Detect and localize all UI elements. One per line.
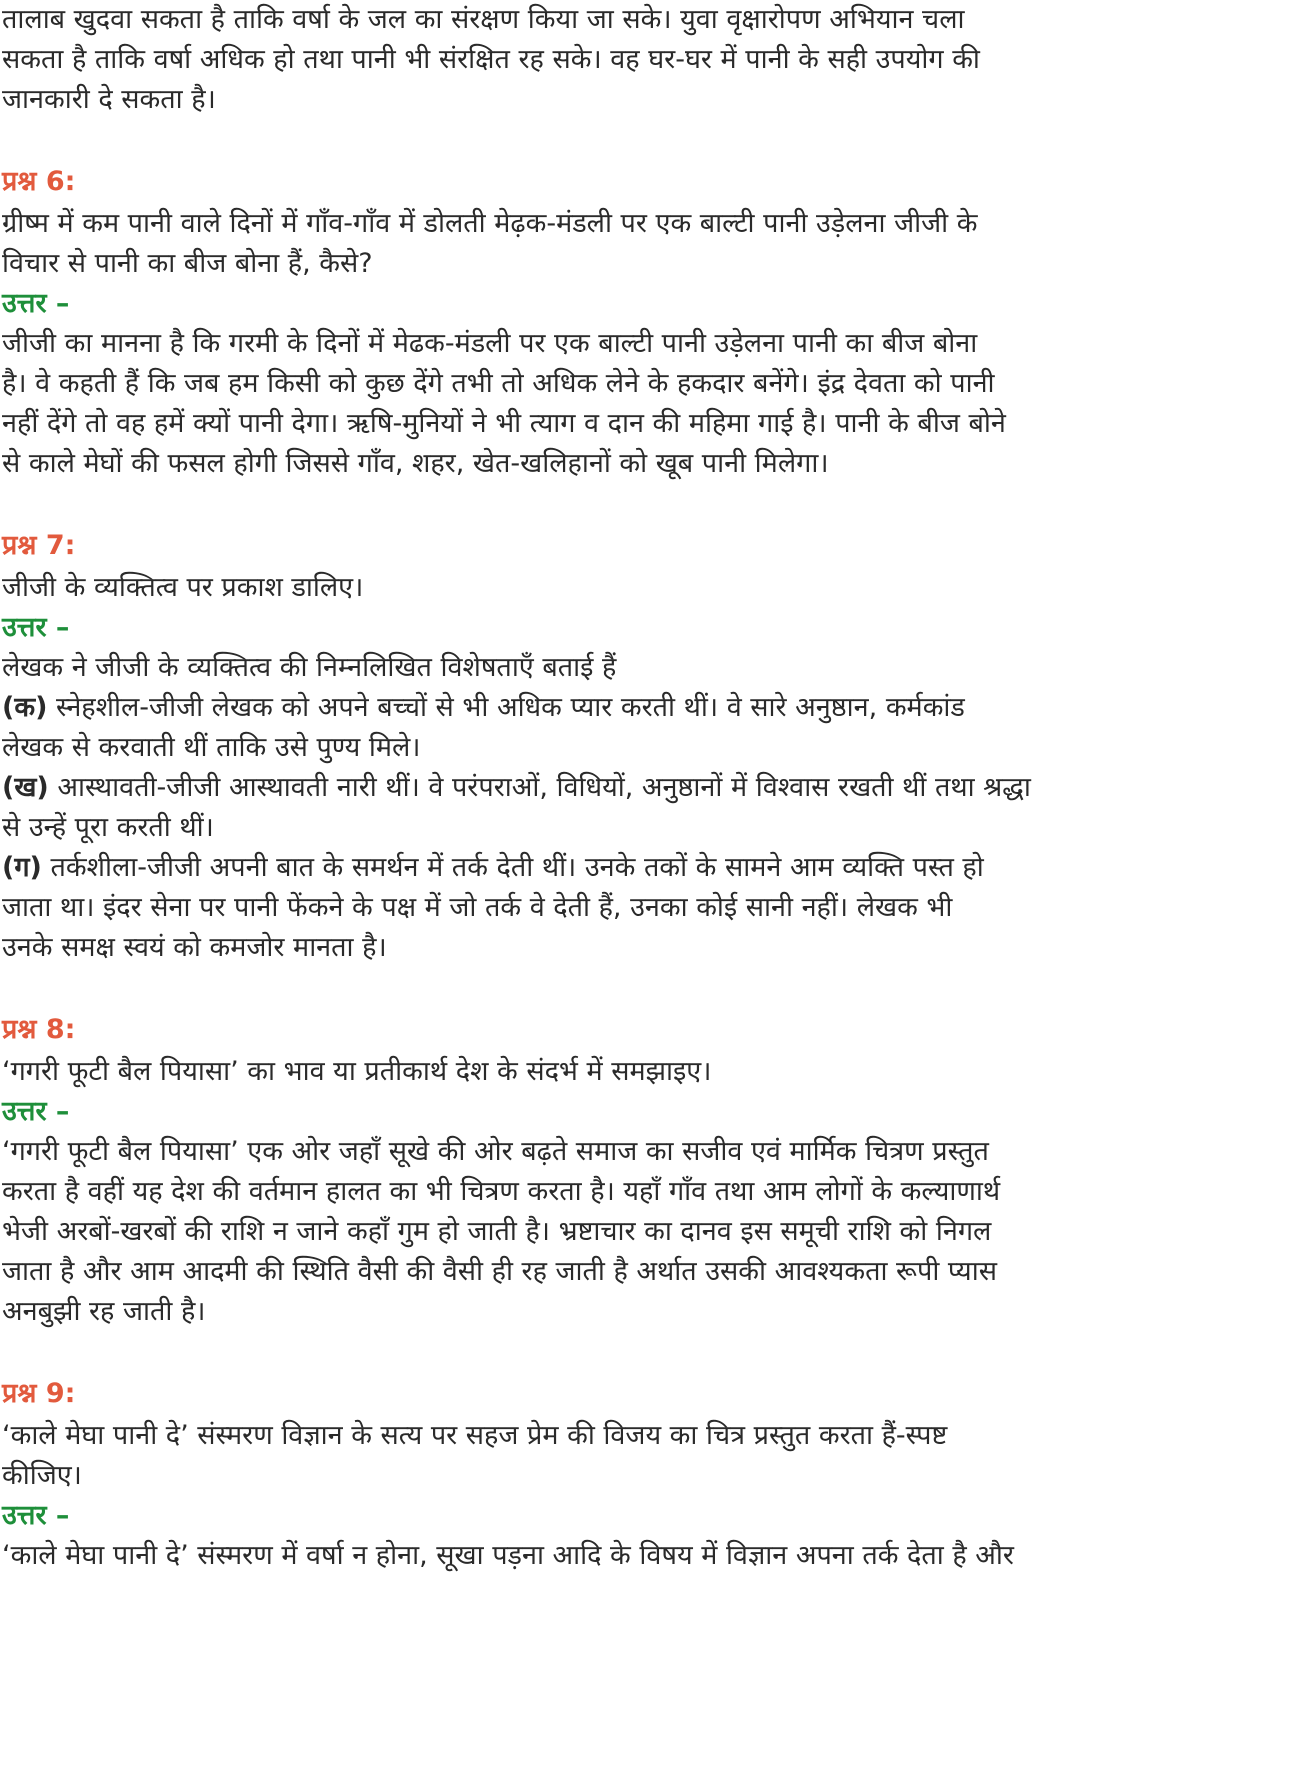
- answer-7-item-ka: [2, 688, 1299, 728]
- answer-9-text: ‘काले मेघा पानी दे’ संस्मरण में वर्षा न होना, सूखा पड़ना आदि के विषय में विज्ञान अपना तर्क देता है और: [2, 1540, 1014, 1571]
- answer-7-item-ga: [2, 848, 1299, 888]
- answer-8-text: भेजी अरबों-खरबों की राशि न जाने कहाँ गुम हो जाती है। भ्रष्टाचार का दानव इस समूची राशि को निगल: [2, 1216, 992, 1247]
- question-9-text: ‘काले मेघा पानी दे’ संस्मरण विज्ञान के सत्य पर सहज प्रेम की विजय का चित्र प्रस्तुत करता हैं-स्पष्ट: [2, 1420, 948, 1451]
- question-9-label: प्रश्न 9:: [2, 1378, 76, 1409]
- item-text: स्नेहशील-जीजी लेखक को अपने बच्चों से भी अधिक प्यार करती थीं। वे सारे अनुष्ठान, कर्मकांड: [47, 692, 965, 723]
- answer-6-text: से काले मेघों की फसल होगी जिससे गाँव, शहर, खेत-खलिहानों को खूब पानी मिलेगा।: [2, 448, 829, 479]
- question-7-text: जीजी के व्यक्तित्व पर प्रकाश डालिए।: [2, 572, 364, 603]
- item-text: आस्थावती-जीजी आस्थावती नारी थीं। वे परंपराओं, विधियों, अनुष्ठानों में विश्वास रखती थीं तथा श्रद्धा: [48, 772, 1031, 803]
- answer-8-text: अनबुझी रह जाती है।: [2, 1296, 206, 1327]
- intro-line: जानकारी दे सकता है।: [2, 84, 216, 115]
- answer-7-item-ga-cont: जाता था। इंदर सेना पर पानी फेंकने के पक्ष में जो तर्क वे देती हैं, उनका कोई सानी नहीं। लेखक भी: [2, 892, 953, 923]
- answer-7-intro: लेखक ने जीजी के व्यक्तित्व की निम्नलिखित विशेषताएँ बताई हैं: [2, 652, 617, 683]
- question-8-section: [2, 1008, 1299, 1332]
- answer-6-label: उत्तर –: [2, 288, 70, 319]
- question-7-section: [2, 524, 1299, 968]
- question-6-section: [2, 160, 1299, 484]
- answer-7-item-ka-cont: लेखक से करवाती थीं ताकि उसे पुण्य मिले।: [2, 732, 421, 763]
- intro-line: सकता है ताकि वर्षा अधिक हो तथा पानी भी संरक्षित रह सके। वह घर-घर में पानी के सही उपयोग की: [2, 44, 980, 75]
- question-8-text: ‘गगरी फूटी बैल पियासा’ का भाव या प्रतीकार्थ देश के संदर्भ में समझाइए।: [2, 1056, 712, 1087]
- answer-6-text: है। वे कहती हैं कि जब हम किसी को कुछ देंगे तभी तो अधिक लेने के हकदार बनेंगे। इंद्र देवता को पानी: [2, 368, 995, 399]
- answer-9-label: उत्तर –: [2, 1500, 70, 1531]
- item-prefix: (क): [2, 692, 48, 723]
- answer-8-text: जाता है और आम आदमी की स्थिति वैसी की वैसी ही रह जाती है अर्थात उसकी आवश्यकता रूपी प्यास: [2, 1256, 997, 1287]
- item-prefix: (ख): [2, 772, 49, 803]
- answer-7-label: उत्तर –: [2, 612, 70, 643]
- answer-8-text: करता है वहीं यह देश की वर्तमान हालत का भी चित्रण करता है। यहाँ गाँव तथा आम लोगों के कल्याणार्थ: [2, 1176, 1001, 1207]
- question-6-text: विचार से पानी का बीज बोना हैं, कैसे?: [2, 248, 373, 279]
- question-9-section: [2, 1372, 1299, 1576]
- question-9-text: कीजिए।: [2, 1460, 82, 1491]
- answer-8-text: ‘गगरी फूटी बैल पियासा’ एक ओर जहाँ सूखे की ओर बढ़ते समाज का सजीव एवं मार्मिक चित्रण प्रस्तुत: [2, 1136, 989, 1167]
- intro-line: तालाब खुदवा सकता है ताकि वर्षा के जल का संरक्षण किया जा सके। युवा वृक्षारोपण अभियान चला: [2, 4, 965, 35]
- answer-7-item-kha-cont: से उन्हें पूरा करती थीं।: [2, 812, 214, 843]
- answer-7-item-ga-cont: उनके समक्ष स्वयं को कमजोर मानता है।: [2, 932, 387, 963]
- question-6-text: ग्रीष्म में कम पानी वाले दिनों में गाँव-गाँव में डोलती मेढ़क-मंडली पर एक बाल्टी पानी उड़ेलना जीजी के: [2, 208, 978, 239]
- answer-8-label: उत्तर –: [2, 1096, 70, 1127]
- answer-7-item-kha: [2, 768, 1299, 808]
- intro-paragraph: [2, 0, 1299, 120]
- answer-6-text: नहीं देंगे तो वह हमें क्यों पानी देगा। ऋषि-मुनियों ने भी त्याग व दान की महिमा गाई है। पानी के बीज बोने: [2, 408, 1006, 439]
- item-prefix: (ग): [2, 852, 42, 883]
- answer-6-text: जीजी का मानना है कि गरमी के दिनों में मेढक-मंडली पर एक बाल्टी पानी उड़ेलना पानी का बीज बोना: [2, 328, 978, 359]
- question-6-label: प्रश्न 6:: [2, 166, 76, 197]
- question-8-label: प्रश्न 8:: [2, 1014, 76, 1045]
- item-text: तर्कशीला-जीजी अपनी बात के समर्थन में तर्क देती थीं। उनके तकों के सामने आम व्यक्ति पस्त हो: [41, 852, 984, 883]
- question-7-label: प्रश्न 7:: [2, 530, 76, 561]
